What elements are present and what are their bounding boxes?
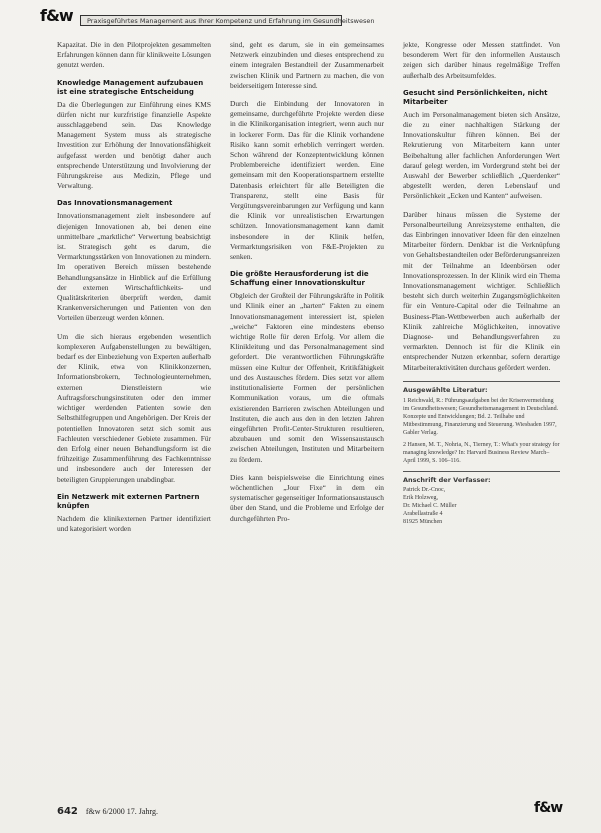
section-heading: Die größte Herausforderung ist die Schaffung einer Innovationskultur — [230, 270, 369, 288]
references-title: Ausgewählte Literatur: — [403, 385, 488, 394]
paragraph: Um die sich hieraus ergebenden wesentlich komplexeren Aufgabenstellungen zu bewältigen, bedarf es der Einbeziehung von Experten außerhalb der Klinik, etwa von Klinikkonzernen, Informationsbrokern, Technologieunternehmen, externen Dienstleistern wie Auftragsforschungsinstituten oder den immer wichtiger werdenden Patienten sowie den Selbsthilfegruppen und Angehörigen. Der Kreis der potentiellen Innovatoren setzt sich somit aus Fachleuten verschiedener Gebiete zusammen. Für den Erfolg einer neuen Behandlungsform ist die frühzeitige Zusammenführung des Fachkenntnisse und insbesondere auch der Interessen der beteiligten Gruppierungen unabdingbar. — [57, 331, 211, 484]
address-title: Anschrift der Verfasser: — [403, 475, 491, 484]
paragraph: Durch die Einbindung der Innovatoren in gemeinsame, durchgeführte Projekte werden diese in die Klinikorganisation integriert, wenn auch nur in lockerer Form. Das für die Klinik vorhandene Risiko kann somit erheblich verringert werden. Schon während der Konzeptentwicklung können Problembereiche identifiziert werden. Eine gemeinsam mit den Kooperationspartnern erstellte Datenbasis erleichtert für alle Beteiligten die Transparenz, stellt eine Basis für Vergütungsvereinbarungen zur Verfügung und kann die Klinik vor unrealistischen Erwartungen schützen. Innovationsmanagement kann damit insbesondere in der Klinik helfen, Vermarktungsrisiken von F&E-Projekten zu senken. — [230, 99, 384, 262]
address-line: Arabellastraße 4 — [403, 510, 443, 517]
column-2 — [230, 40, 384, 532]
address-line: Dr. Michael C. Müller — [403, 502, 457, 509]
section-heading: Knowledge Management aufzubauen ist eine strategische Entscheidung — [57, 78, 204, 96]
address-line: Patrick Dr.-Cnoc, — [403, 486, 446, 493]
references — [403, 386, 560, 465]
magazine-logo: f&w — [40, 6, 73, 25]
column-1 — [57, 40, 211, 542]
divider — [403, 471, 560, 472]
paragraph: Nachdem die klinikexternen Partner identifiziert und kategorisiert worden — [57, 513, 211, 533]
column-3 — [403, 40, 560, 526]
paragraph: Dies kann beispielsweise die Einrichtung eines wöchentlichen „Jour Fixe“ in dem ein systematischer gegenseitiger Informationsaustausch über den Stand, und die Probleme und Erfolge der durchgeführten Pro- — [230, 472, 384, 523]
paragraph: Auch im Personalmanagement bieten sich Ansätze, die zu einer nachhaltigen Stärkung der Innovationskultur führen können. Bei der Rekrutierung von Mitarbeitern kann unter Beibehaltung aller fachlichen Anforderungen Wert darauf gelegt werden, im Vordergrund steht bei der Auswahl der Bewerber schließlich „Querdenker“ abgestellt werden, deren Lebenslauf und Persönlichkeit „Ecken und Kanten“ aufweisen. — [403, 109, 560, 201]
paragraph: Obgleich der Großteil der Führungskräfte in Politik und Klinik einer an „harten“ Fakten zu einem Innovationsmanagement interessiert ist, spielen „weiche“ Faktoren eine mindestens ebenso wichtige Rolle für deren Erfolg. Vor allem die Klinikleitung und das Personalmanagement sind gefordert. Die verantwortlichen Führungskräfte müssen eine Kultur der Offenheit, Kritikfähigkeit und des Austausches fördern. Dies setzt vor allem institutionalisierte Formen der persönlichen Kommunikation voraus, um die oftmals existierenden Barrieren zwischen Abteilungen und Instituten, die auch aus den in den letzten Jahren eingeführten Profit-Center-Strukturen resultieren, abzubauen und somit den Wissensaustausch zwischen Abteilungen, Instituten und Mitarbeitern zu fördern. — [230, 291, 384, 464]
section-heading: Gesucht sind Persönlichkeiten, nicht Mitarbeiter — [403, 88, 548, 106]
paragraph: Innovationsmanagement zielt insbesondere auf diejenigen Innovationen ab, bei denen eine unmittelbare „marktliche“ Verwertung beabsichtigt ist. Strategisch geht es darum, die Vermarktungsstärken von Innovationen zu mindern. Im operativen Bereich müssen bestehende Behandlungsansätze in Hinblick auf die Erfüllung der externen Wirtschaftlichkeits- und Qualitätskriterien überprüft werden, damit Krankenversicherungen und Patienten von den Vorteilen überzeugt werden können. — [57, 211, 211, 323]
page-footer — [57, 806, 158, 817]
issue-info: f&w 6/2000 17. Jahrg. — [85, 807, 158, 816]
paragraph: sind, geht es darum, sie in ein gemeinsames Netzwerk einzubinden und dieses entsprechend zu einem integralen Bestandteil der Zusammenarbeit zwischen Klinik und Partnern zu machen, die von beiderseitigem Interesse sind. — [230, 40, 384, 90]
section-heading: Ein Netzwerk mit externen Partnern knüpfen — [57, 492, 200, 510]
author-address — [403, 476, 560, 526]
header-band: Praxisgeführtes Management aus Ihrer Kompetenz und Erfahrung im Gesundheitswesen — [80, 15, 342, 26]
paragraph: Kapazitat. Die in den Pilotprojekten gesammelten Erfahrungen können dann für klinikweite Lösungen genutzt werden. — [57, 40, 211, 70]
paragraph: jekte, Kongresse oder Messen stattfindet. Von besonderem Wert für den informellen Austausch zeigen sich darüber hinaus regelmäßige Treffen außerhalb des Arbeitsumfeldes. — [403, 40, 560, 80]
divider — [403, 381, 560, 382]
paragraph: Darüber hinaus müssen die Systeme der Personalbeurteilung Anreizsysteme enthalten, die das Einbringen innovativer Ideen für den einzelnen Mitarbeiter fördern. Denkbar ist die Verknüpfung von Gehaltsbestandteilen oder Beförderungsanreizen mit der Teilnahme an Ideenbörsen oder Innovationsprozessen. In der Klinik wird ein Thema Innovationsmanagement wichtiger. Schließlich besteht sich durch weiterhin Zugangsmöglichkeiten für ein Venture-Capital oder die Teilnahme an Business-Plan-Wettbewerben auch außerhalb der Klinik zahlreiche Möglichkeiten, innovative Diagnose- und Behandlungsverfahren zu vermarkten. Dennoch ist für die Klinik ein entsprechender Nutzen erkennbar, sofern derartige Mitarbeiteraktivitäten durchaus gefördert werden. — [403, 209, 560, 372]
address-line: Erik Holzweg, — [403, 494, 438, 501]
footer-logo: f&w — [534, 800, 563, 816]
reference-item: 1 Reichwald, R.: Führungsaufgaben bei der Krisenvermeidung im Gesundheitswesen; Gesundheitsmanagement in Deutschland. Konzepte und Entwicklungen; Bd. 2. Teilhabe und Mitbestimmung, Finanzierung und Steuerung. Wiesbaden 1997, Gabler Verlag. — [403, 397, 559, 436]
address-line: 81925 München — [403, 518, 443, 525]
section-heading: Das Innovationsmanagement — [57, 199, 173, 208]
reference-item: 2 Hansen, M. T., Nohria, N., Tierney, T.: What's your strategy for managing knowledge? In: Harvard Business Review March–April 1999, S. 106–116. — [403, 441, 560, 464]
page-number: 642 — [57, 806, 78, 817]
paragraph: Da die Überlegungen zur Einführung eines KMS dürfen nicht nur kurzfristige finanzielle Aspekte ausschlaggebend sein. Das Knowledge Management System muss als strategische Investition zur Erhöhung der Innovationsfähigkeit aufgefasst werden und benötigt daher auch entsprechende Unterstützung und Involvierung der Führungskreise aus Medizin, Pflege und Verwaltung. — [57, 99, 211, 191]
